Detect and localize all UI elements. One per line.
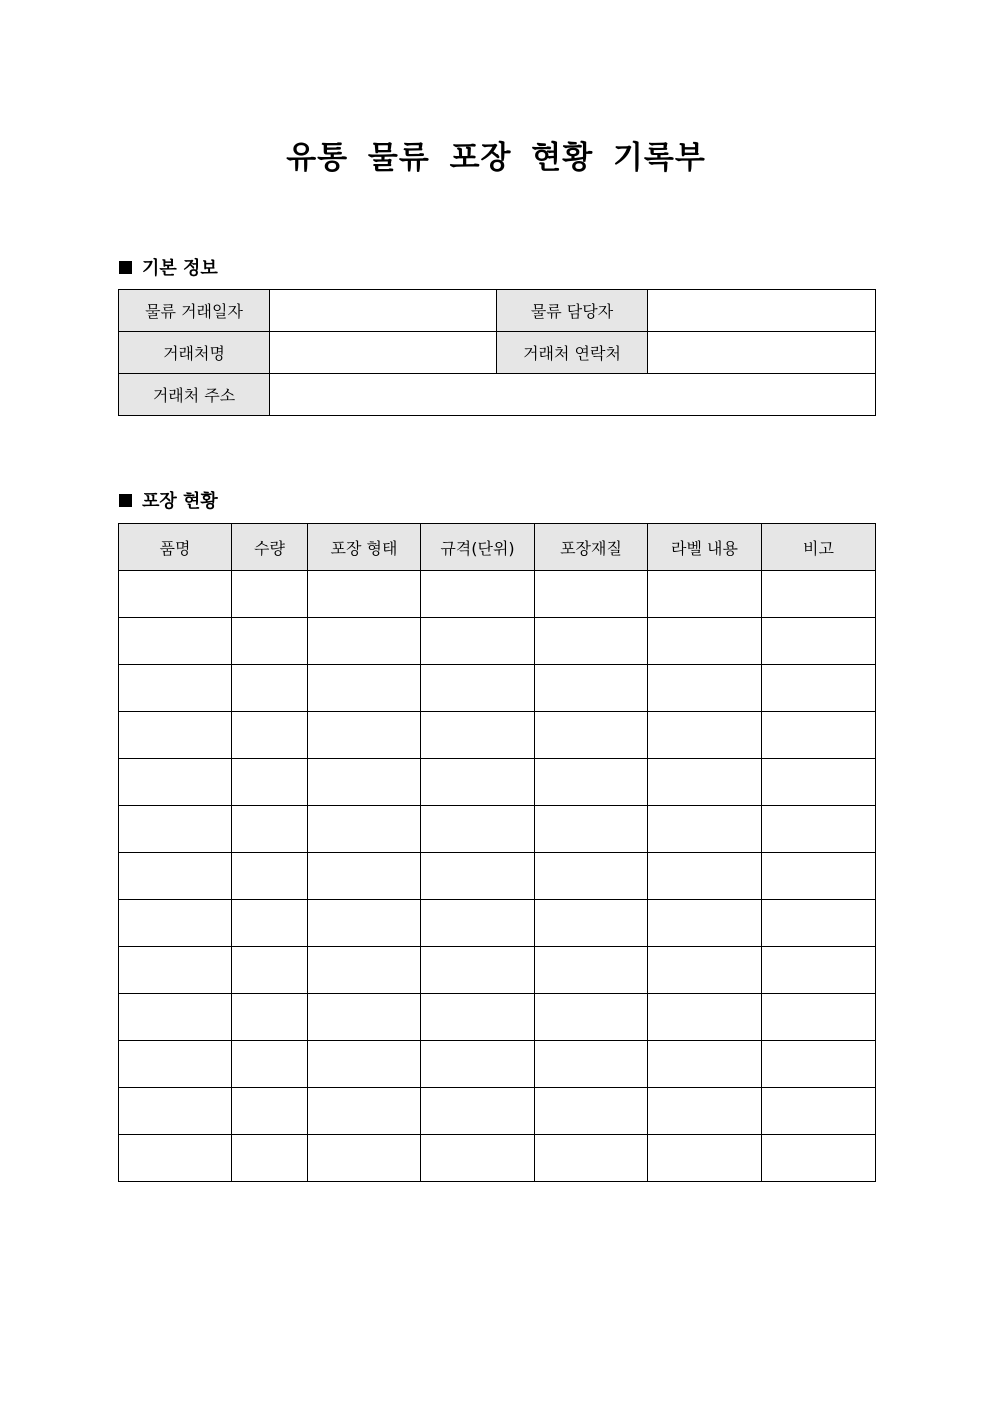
square-bullet-icon	[119, 261, 132, 274]
specification-cell[interactable]	[421, 947, 535, 994]
client-contact-label: 거래처 연락처	[497, 332, 648, 374]
quantity-cell[interactable]	[232, 618, 308, 665]
remarks-cell[interactable]	[762, 1041, 876, 1088]
packaging-type-cell[interactable]	[308, 712, 421, 759]
table-header-row	[119, 524, 876, 571]
packaging-type-cell[interactable]	[308, 1135, 421, 1182]
specification-cell[interactable]	[421, 806, 535, 853]
packaging-material-cell[interactable]	[535, 712, 648, 759]
table-row	[119, 759, 876, 806]
item-name-cell[interactable]	[119, 1088, 232, 1135]
column-header-label-content: 라벨 내용	[648, 524, 762, 571]
document-title: 유통 물류 포장 현황 기록부	[286, 140, 706, 176]
packaging-type-cell[interactable]	[308, 947, 421, 994]
table-row	[119, 1041, 876, 1088]
quantity-cell[interactable]	[232, 806, 308, 853]
table-row	[119, 1088, 876, 1135]
basic-info-table	[118, 289, 876, 416]
client-name-field[interactable]	[270, 332, 497, 374]
packaging-type-cell[interactable]	[308, 994, 421, 1041]
specification-cell[interactable]	[421, 853, 535, 900]
trade-date-label: 물류 거래일자	[119, 290, 270, 332]
basic-info-row	[119, 374, 876, 416]
basic-info-row	[119, 332, 876, 374]
table-row	[119, 571, 876, 618]
square-bullet-icon	[119, 494, 132, 507]
trade-date-field[interactable]	[270, 290, 497, 332]
remarks-cell[interactable]	[762, 1088, 876, 1135]
quantity-cell[interactable]	[232, 571, 308, 618]
packaging-type-cell[interactable]	[308, 806, 421, 853]
packaging-material-cell[interactable]	[535, 1135, 648, 1182]
client-address-label: 거래처 주소	[119, 374, 270, 416]
table-row	[119, 712, 876, 759]
specification-cell[interactable]	[421, 994, 535, 1041]
specification-cell[interactable]	[421, 1041, 535, 1088]
remarks-cell[interactable]	[762, 853, 876, 900]
remarks-cell[interactable]	[762, 900, 876, 947]
quantity-cell[interactable]	[232, 994, 308, 1041]
table-row	[119, 618, 876, 665]
packaging-type-cell[interactable]	[308, 571, 421, 618]
remarks-cell[interactable]	[762, 947, 876, 994]
item-name-cell[interactable]	[119, 1041, 232, 1088]
label-content-cell[interactable]	[648, 759, 762, 806]
packaging-material-cell[interactable]	[535, 571, 648, 618]
quantity-cell[interactable]	[232, 947, 308, 994]
label-content-cell[interactable]	[648, 665, 762, 712]
label-content-cell[interactable]	[648, 1135, 762, 1182]
remarks-cell[interactable]	[762, 618, 876, 665]
column-header-packaging-type: 포장 형태	[308, 524, 421, 571]
packaging-material-cell[interactable]	[535, 994, 648, 1041]
quantity-cell[interactable]	[232, 853, 308, 900]
column-header-specification: 규격(단위)	[421, 524, 535, 571]
packaging-material-cell[interactable]	[535, 1088, 648, 1135]
packaging-material-cell[interactable]	[535, 853, 648, 900]
client-address-field[interactable]	[270, 374, 876, 416]
column-header-quantity: 수량	[232, 524, 308, 571]
specification-cell[interactable]	[421, 571, 535, 618]
packaging-type-cell[interactable]	[308, 900, 421, 947]
column-header-item-name: 품명	[119, 524, 232, 571]
item-name-cell[interactable]	[119, 994, 232, 1041]
quantity-cell[interactable]	[232, 759, 308, 806]
packaging-type-cell[interactable]	[308, 853, 421, 900]
packaging-material-cell[interactable]	[535, 1041, 648, 1088]
item-name-cell[interactable]	[119, 665, 232, 712]
client-contact-field[interactable]	[648, 332, 876, 374]
table-row	[119, 665, 876, 712]
remarks-cell[interactable]	[762, 571, 876, 618]
label-content-cell[interactable]	[648, 947, 762, 994]
label-content-cell[interactable]	[648, 712, 762, 759]
packaging-status-heading-text: 포장 현황	[142, 491, 218, 512]
packaging-status-table	[118, 523, 876, 1182]
item-name-cell[interactable]	[119, 571, 232, 618]
table-row	[119, 900, 876, 947]
item-name-cell[interactable]	[119, 1135, 232, 1182]
label-content-cell[interactable]	[648, 806, 762, 853]
packaging-material-cell[interactable]	[535, 947, 648, 994]
packaging-type-cell[interactable]	[308, 759, 421, 806]
quantity-cell[interactable]	[232, 1041, 308, 1088]
table-row	[119, 994, 876, 1041]
specification-cell[interactable]	[421, 759, 535, 806]
specification-cell[interactable]	[421, 712, 535, 759]
table-row	[119, 947, 876, 994]
basic-info-heading	[119, 254, 218, 280]
basic-info-row	[119, 290, 876, 332]
manager-label: 물류 담당자	[497, 290, 648, 332]
remarks-cell[interactable]	[762, 759, 876, 806]
packaging-material-cell[interactable]	[535, 665, 648, 712]
table-row	[119, 1135, 876, 1182]
quantity-cell[interactable]	[232, 665, 308, 712]
label-content-cell[interactable]	[648, 571, 762, 618]
table-row	[119, 806, 876, 853]
specification-cell[interactable]	[421, 618, 535, 665]
quantity-cell[interactable]	[232, 1135, 308, 1182]
remarks-cell[interactable]	[762, 1135, 876, 1182]
remarks-cell[interactable]	[762, 665, 876, 712]
specification-cell[interactable]	[421, 665, 535, 712]
item-name-cell[interactable]	[119, 853, 232, 900]
column-header-packaging-material: 포장재질	[535, 524, 648, 571]
item-name-cell[interactable]	[119, 806, 232, 853]
label-content-cell[interactable]	[648, 900, 762, 947]
label-content-cell[interactable]	[648, 1041, 762, 1088]
packaging-material-cell[interactable]	[535, 900, 648, 947]
packaging-type-cell[interactable]	[308, 665, 421, 712]
basic-info-heading-text: 기본 정보	[142, 258, 218, 279]
label-content-cell[interactable]	[648, 994, 762, 1041]
packaging-type-cell[interactable]	[308, 618, 421, 665]
quantity-cell[interactable]	[232, 900, 308, 947]
item-name-cell[interactable]	[119, 618, 232, 665]
packaging-type-cell[interactable]	[308, 1041, 421, 1088]
label-content-cell[interactable]	[648, 1088, 762, 1135]
manager-field[interactable]	[648, 290, 876, 332]
table-row	[119, 853, 876, 900]
packaging-type-cell[interactable]	[308, 1088, 421, 1135]
item-name-cell[interactable]	[119, 900, 232, 947]
label-content-cell[interactable]	[648, 853, 762, 900]
quantity-cell[interactable]	[232, 712, 308, 759]
label-content-cell[interactable]	[648, 618, 762, 665]
remarks-cell[interactable]	[762, 806, 876, 853]
packaging-status-heading	[119, 487, 218, 513]
client-name-label: 거래처명	[119, 332, 270, 374]
item-name-cell[interactable]	[119, 947, 232, 994]
specification-cell[interactable]	[421, 1088, 535, 1135]
column-header-remarks: 비고	[762, 524, 876, 571]
specification-cell[interactable]	[421, 1135, 535, 1182]
specification-cell[interactable]	[421, 900, 535, 947]
remarks-cell[interactable]	[762, 994, 876, 1041]
packaging-material-cell[interactable]	[535, 759, 648, 806]
quantity-cell[interactable]	[232, 1088, 308, 1135]
remarks-cell[interactable]	[762, 712, 876, 759]
item-name-cell[interactable]	[119, 759, 232, 806]
packaging-material-cell[interactable]	[535, 618, 648, 665]
item-name-cell[interactable]	[119, 712, 232, 759]
packaging-material-cell[interactable]	[535, 806, 648, 853]
